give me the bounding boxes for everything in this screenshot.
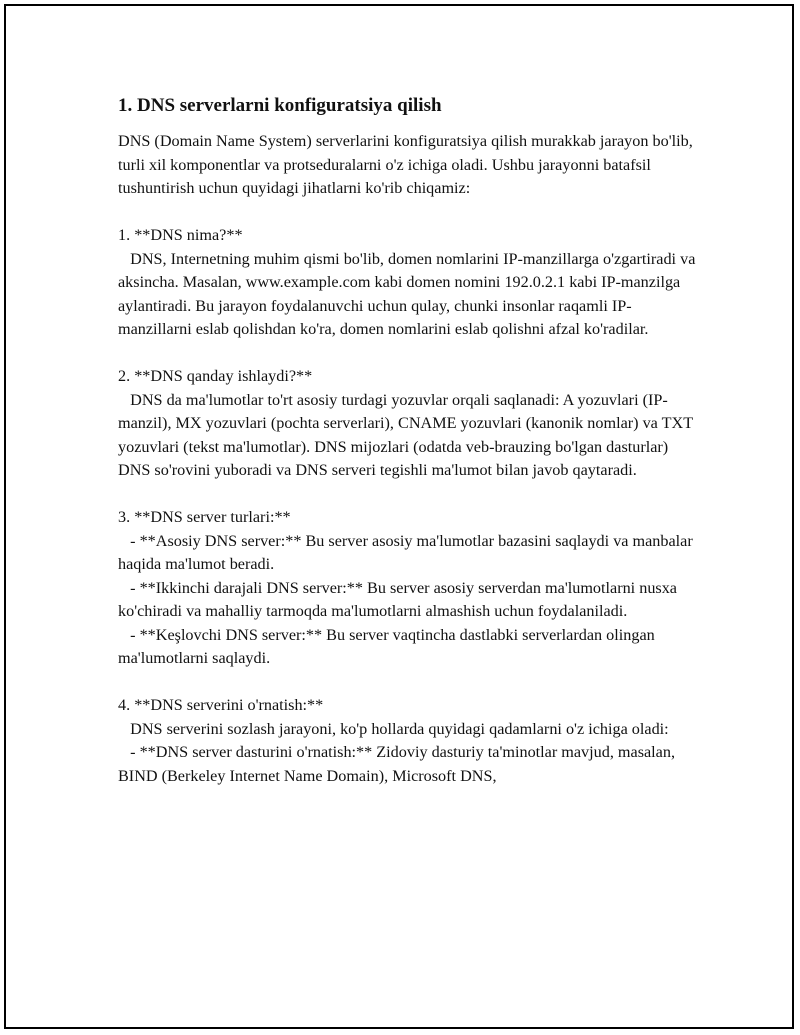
section-heading: 1. DNS serverlarni konfiguratsiya qilish xyxy=(118,95,442,116)
document-body xyxy=(118,92,698,788)
paragraph-gap xyxy=(118,201,698,225)
section-server-types xyxy=(118,506,698,671)
list-item: - **Asosiy DNS server:** Bu server asosiy ma'lumotlar bazasini saqlaydi va manbalar haqida ma'lumot beradi. xyxy=(118,531,697,573)
section-text: DNS serverini sozlash jarayoni, ko'p hollarda quyidagi qadamlarni o'z ichiga oladi: xyxy=(118,719,669,738)
paragraph-gap xyxy=(118,671,698,695)
list-item: - **Ikkinchi darajali DNS server:** Bu server asosiy serverdan ma'lumotlarni nusxa ko'chiradi va mahalliy tarmoqda ma'lumotlarni almashish uchun foydalaniladi. xyxy=(118,578,682,620)
paragraph-gap xyxy=(118,342,698,366)
paragraph-gap xyxy=(118,483,698,507)
section-text: DNS da ma'lumotlar to'rt asosiy turdagi yozuvlar orqali saqlanadi: A yozuvlari (IP-manzil), MX yozuvlari (pochta serverlari), CNAME yozuvlari (kanonik nomlar) va TXT yozuvlari (tekst ma'lumotlar). DNS mijozlari (odatda veb-brauzing bo'lgan dasturlar) DNS so'rovini yuboradi va DNS serveri tegishli ma'lumot bilan javob qaytaradi. xyxy=(118,390,697,479)
section-dns-how xyxy=(118,365,698,483)
intro-paragraph: DNS (Domain Name System) serverlarini konfiguratsiya qilish murakkab jarayon bo'lib, turli xil komponentlar va protseduralarni o'z ichiga oladi. Ushbu jarayonni batafsil tushuntirish uchun quyidagi jihatlarni ko'rib chiqamiz: xyxy=(118,132,697,197)
section-title: 3. **DNS server turlari:** xyxy=(118,508,291,526)
list-item: - **Keşlovchi DNS server:** Bu server vaqtincha dastlabki serverlardan olingan ma'lumotlarni saqlaydi. xyxy=(118,625,659,667)
section-title: 2. **DNS qanday ishlaydi?** xyxy=(118,367,313,385)
section-dns-what xyxy=(118,224,698,342)
section-text: DNS, Internetning muhim qismi bo'lib, domen nomlarini IP-manzillarga o'zgartiradi va aksincha. Masalan, www.example.com kabi domen nomini 192.0.2.1 kabi IP-manzilga aylantiradi. Bu jarayon foydalanuvchi uchun qulay, chunki insonlar raqamli IP-manzillarni eslab qolishdan ko'ra, domen nomlarini eslab qolishni afzal ko'radilar. xyxy=(118,249,700,338)
list-item: - **DNS server dasturini o'rnatish:** Zidoviy dasturiy ta'minotlar mavjud, masalan, BIND (Berkeley Internet Name Domain), Microsoft DNS, xyxy=(118,743,680,785)
section-title: 4. **DNS serverini o'rnatish:** xyxy=(118,696,324,714)
section-title: 1. **DNS nima?** xyxy=(118,226,243,244)
section-server-install xyxy=(118,694,698,788)
